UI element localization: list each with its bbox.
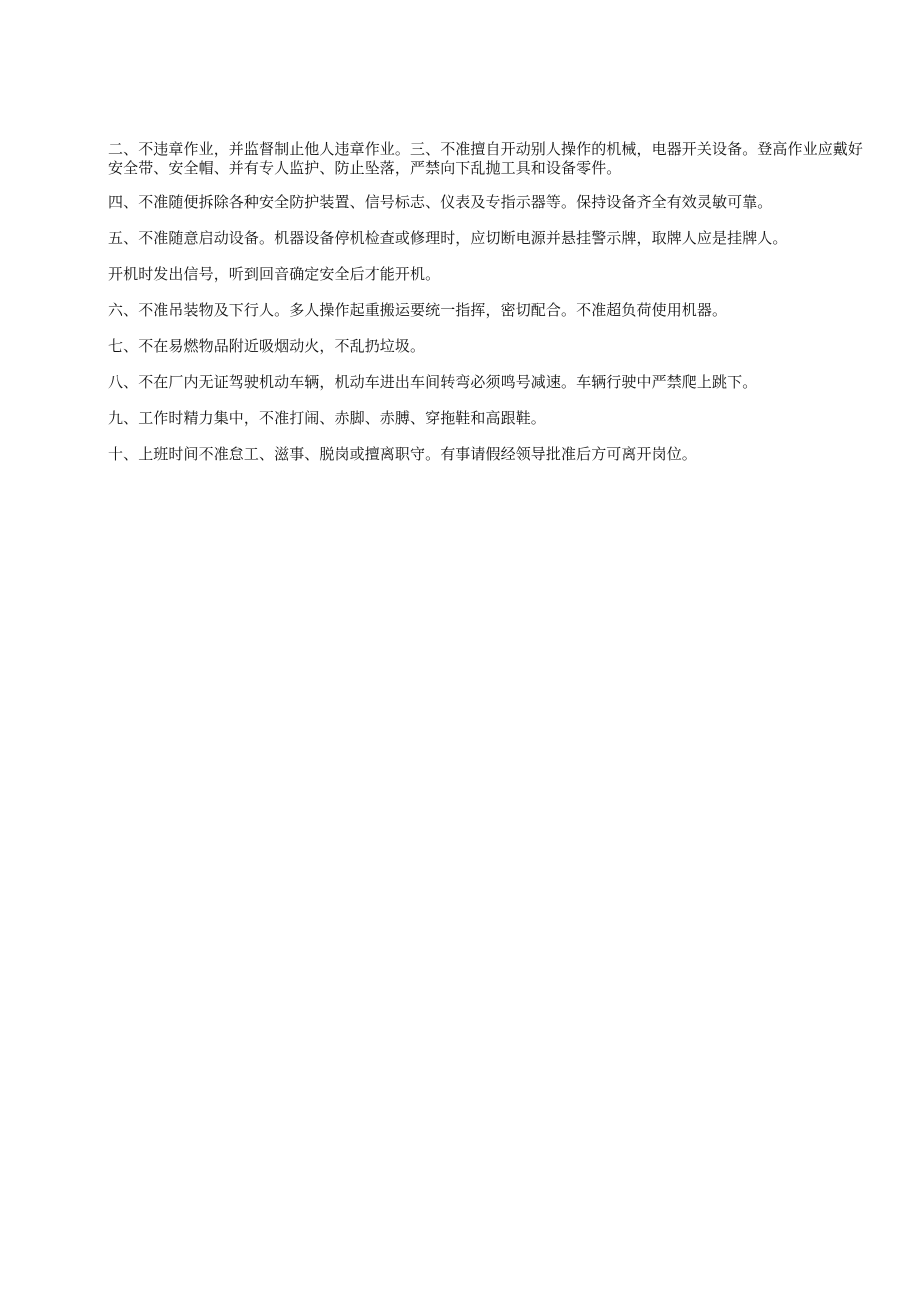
paragraph-rule-5: 五、不准随意启动设备。机器设备停机检查或修理时，应切断电源并悬挂警示牌，取牌人应是挂牌人。 <box>108 229 788 247</box>
paragraph-rule-8: 八、不在厂内无证驾驶机动车辆，机动车进出车间转弯必须鸣号减速。车辆行驶中严禁爬上跳下。 <box>108 373 758 391</box>
paragraph-rule-4: 四、不准随便拆除各种安全防护装置、信号标志、仪表及专指示器等。保持设备齐全有效灵敏可靠。 <box>108 193 773 211</box>
paragraph-rule-10: 十、上班时间不准怠工、滋事、脱岗或擅离职守。有事请假经领导批准后方可离开岗位。 <box>108 445 697 463</box>
paragraph-rule-6: 六、不准吊装物及下行人。多人操作起重搬运要统一指挥，密切配合。不准超负荷使用机器。 <box>108 301 728 319</box>
paragraph-rule-5-continued: 开机时发出信号，听到回音确定安全后才能开机。 <box>108 265 441 283</box>
paragraph-rule-9: 九、工作时精力集中，不准打闹、赤脚、赤膊、穿拖鞋和高跟鞋。 <box>108 409 546 427</box>
document-body <box>108 140 878 480</box>
paragraph-rule-2-3: 二、不违章作业，并监督制止他人违章作业。三、不准擅自开动别人操作的机械，电器开关设备。登高作业应戴好安全带、安全帽、并有专人监护、防止坠落，严禁向下乱抛工具和设备零件。 <box>108 140 864 177</box>
paragraph-rule-7: 七、不在易燃物品附近吸烟动火，不乱扔垃圾。 <box>108 337 426 355</box>
